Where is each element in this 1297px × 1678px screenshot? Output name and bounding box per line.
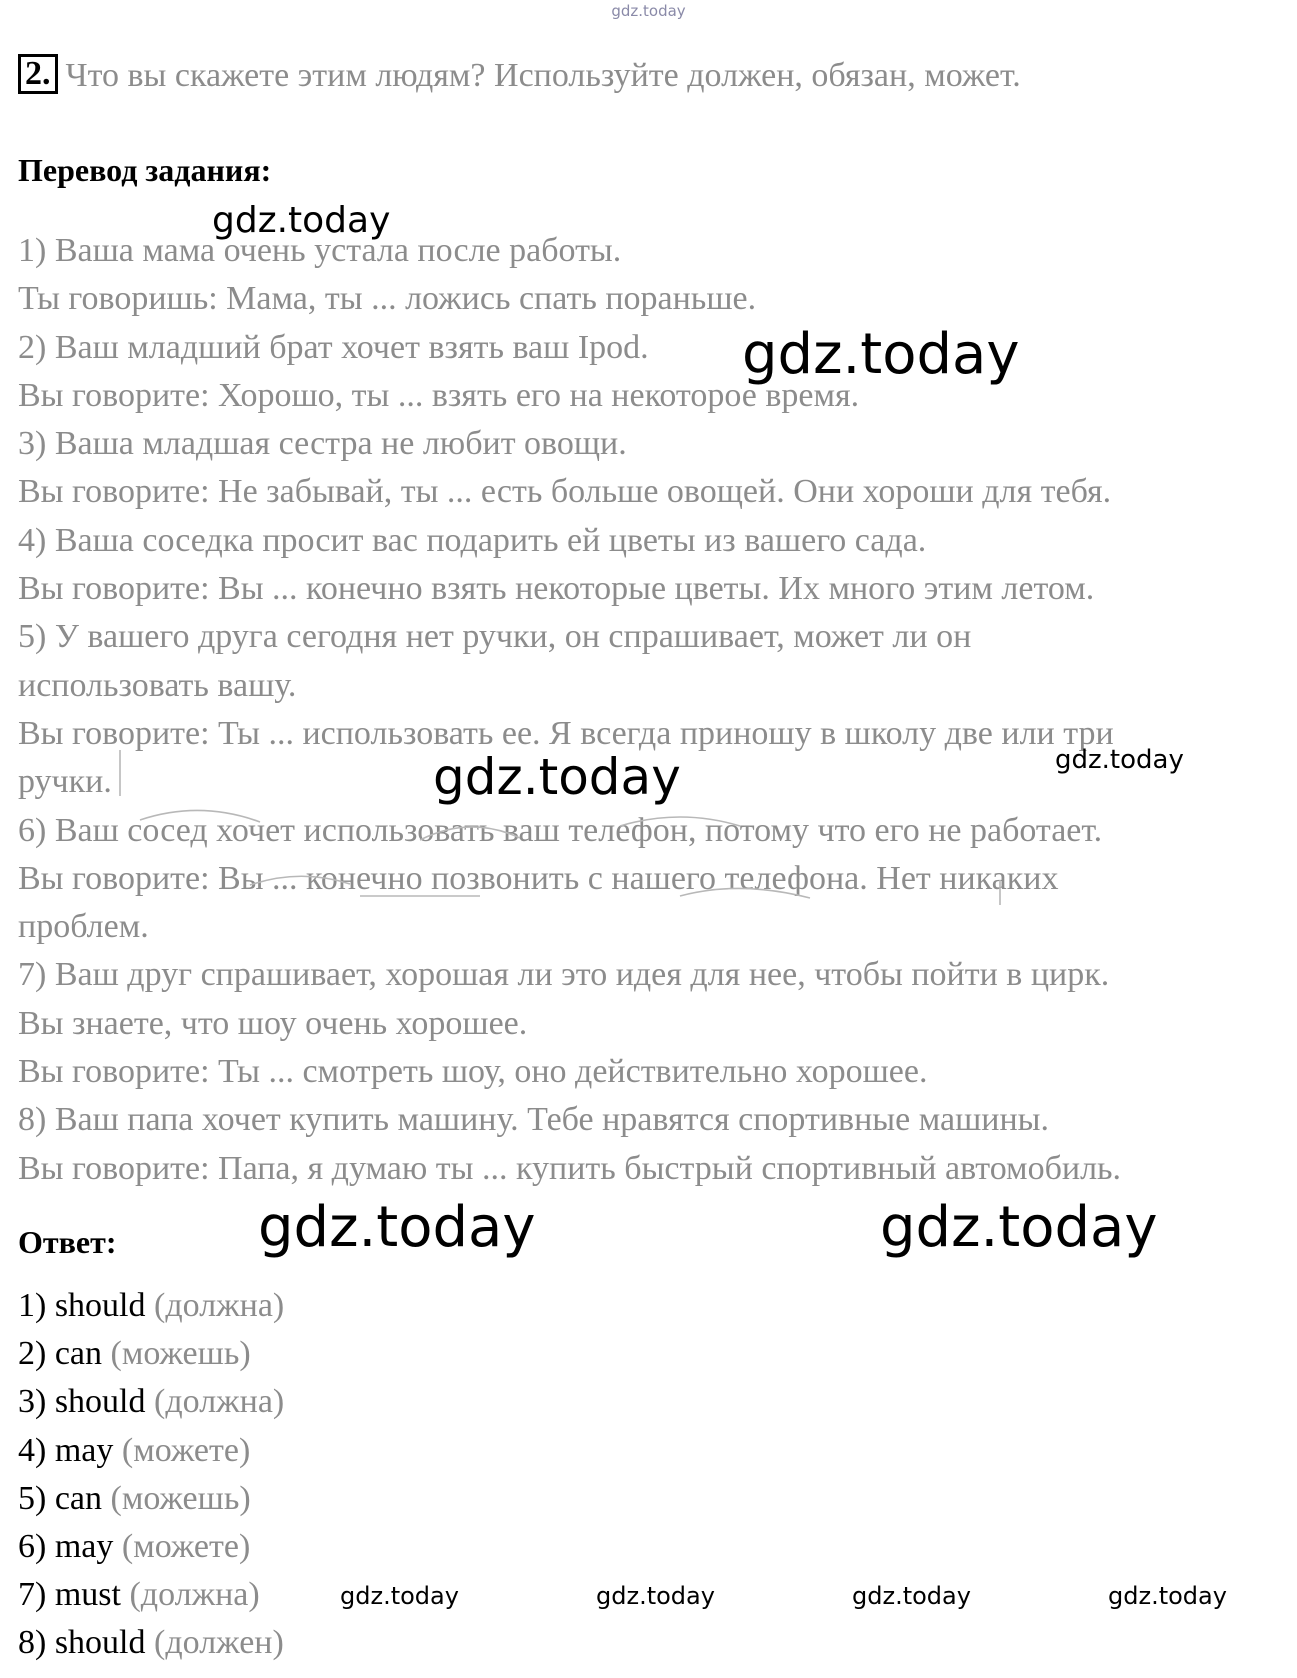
scribble-mark (250, 876, 350, 885)
task-number: 2. (18, 54, 58, 94)
translation-line: 7) Ваш друг спрашивает, хорошая ли это идея для нее, чтобы пойти в цирк. (18, 956, 1110, 994)
translation-line: проблем. (18, 908, 149, 946)
task-text: Что вы скажете этим людям? Используйте должен, обязан, может. (65, 57, 1021, 94)
answer-title: Ответ: (18, 1224, 117, 1260)
scribble-mark (140, 810, 260, 822)
answer-list (18, 1282, 284, 1668)
answer-number: 4) (18, 1431, 47, 1469)
answer-number: 2) (18, 1335, 47, 1373)
answer-word: can (54, 1335, 103, 1373)
watermark: gdz.today (258, 1195, 536, 1260)
translation-line: 6) Ваш сосед хочет использовать ваш телефон, потому что его не работает. (18, 811, 1103, 849)
answer-word: can (54, 1479, 103, 1517)
answer-item (18, 1571, 284, 1619)
translation-line: Вы говорите: Ты ... смотреть шоу, оно действительно хорошее. (18, 1053, 928, 1091)
answer-word: should (54, 1287, 146, 1324)
answer-word: should (54, 1624, 146, 1662)
scribble-mark (620, 817, 740, 826)
answer-item (18, 1619, 284, 1667)
answer-translation: (должна) (154, 1287, 285, 1324)
watermark: gdz.today (880, 1195, 1158, 1260)
translation-line: ручки. (18, 763, 112, 801)
translation-line: 1) Ваша мама очень устала после работы. (18, 232, 622, 269)
answer-item (18, 1282, 284, 1330)
answer-number: 1) (18, 1287, 47, 1324)
watermark: gdz.today (596, 1582, 715, 1610)
translation-line: Вы говорите: Вы ... конечно взять некоторые цветы. Их много этим летом. (18, 570, 1095, 608)
answer-number: 5) (18, 1479, 47, 1517)
answer-translation: (должна) (154, 1383, 285, 1421)
watermark: gdz.today (433, 748, 681, 806)
answer-item (18, 1330, 284, 1378)
scribble-mark (680, 888, 810, 898)
translation-line: Вы говорите: Папа, я думаю ты ... купить быстрый спортивный автомобиль. (18, 1149, 1122, 1187)
translation-line: 4) Ваша соседка просит вас подарить ей цветы из вашего сада. (18, 521, 927, 559)
answer-number: 7) (18, 1576, 47, 1614)
answer-translation: (должен) (154, 1624, 284, 1662)
watermark: gdz.today (1055, 745, 1184, 775)
top-watermark: gdz.today (611, 2, 686, 20)
answer-item (18, 1427, 284, 1475)
translation-line: Вы говорите: Вы ... конечно позвонить с нашего телефона. Нет никаких (18, 859, 1059, 897)
answer-word: must (54, 1576, 121, 1614)
watermark: gdz.today (852, 1582, 971, 1610)
answer-translation: (должна) (129, 1576, 260, 1614)
scribble-mark (420, 827, 520, 840)
translation-line: 2) Ваш младший брат хочет взять ваш Ipod. (18, 328, 649, 366)
answer-word: may (54, 1528, 114, 1566)
watermark: gdz.today (340, 1582, 459, 1610)
answer-word: may (54, 1431, 114, 1469)
watermark: gdz.today (742, 322, 1020, 387)
answer-translation: (можете) (121, 1528, 251, 1566)
translation-line: Вы говорите: Ты ... использовать ее. Я всегда приношу в школу две или три (18, 714, 1114, 752)
translation-line: 3) Ваша младшая сестра не любит овощи. (18, 425, 627, 463)
answer-item (18, 1475, 284, 1523)
translation-line: Ты говоришь: Мама, ты ... ложись спать пораньше. (18, 280, 757, 318)
translation-title: Перевод задания: (18, 152, 272, 188)
answer-number: 8) (18, 1624, 47, 1662)
answer-item (18, 1378, 284, 1426)
translation-line: Вы говорите: Не забывай, ты ... есть больше овощей. Они хороши для тебя. (18, 473, 1112, 511)
answer-translation: (можете) (121, 1431, 251, 1469)
answer-item (18, 1523, 284, 1571)
translation-line: Вы знаете, что шоу очень хорошее. (18, 1004, 528, 1042)
answer-translation: (можешь) (110, 1479, 251, 1517)
watermark: gdz.today (212, 200, 391, 241)
answer-number: 3) (18, 1383, 47, 1421)
translation-line: 5) У вашего друга сегодня нет ручки, он спрашивает, может ли он (18, 618, 972, 656)
answer-word: should (54, 1383, 146, 1421)
translation-line: 8) Ваш папа хочет купить машину. Тебе нравятся спортивные машины. (18, 1101, 1050, 1139)
translation-line: Вы говорите: Хорошо, ты ... взять его на некоторое время. (18, 376, 860, 414)
watermark: gdz.today (1108, 1582, 1227, 1610)
answer-number: 6) (18, 1528, 47, 1566)
answer-translation: (можешь) (110, 1335, 251, 1373)
translation-line: использовать вашу. (18, 666, 297, 704)
